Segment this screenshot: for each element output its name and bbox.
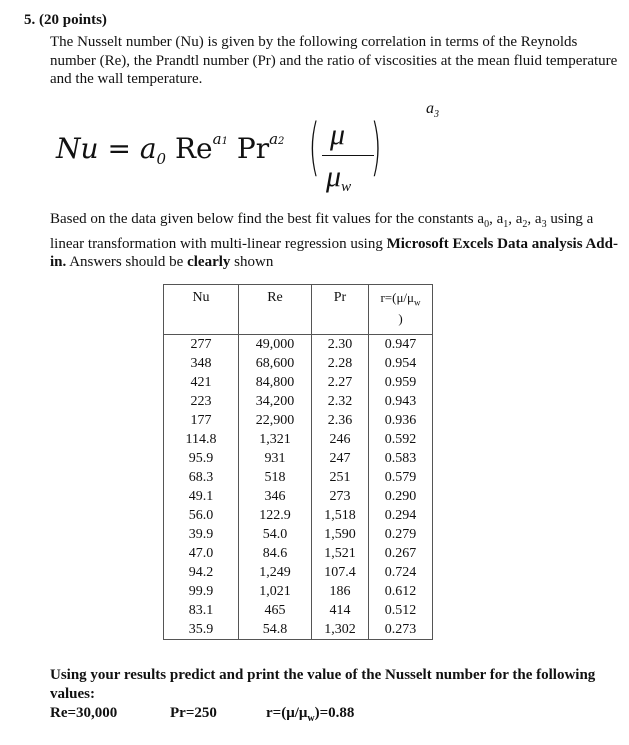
cell-r: 0.267 [369,544,433,563]
table-row [164,525,433,544]
table-row [164,487,433,506]
cell-pr: 2.36 [312,411,369,430]
header-r: $r=(\mu/\mu_w$ ) [369,285,433,335]
cell-nu: 39.9 [164,525,239,544]
cell-r: 0.954 [369,354,433,373]
cell-re: 1,321 [239,430,312,449]
re-value: Re=30,000 [50,705,118,721]
header-re: Re [239,285,312,335]
cell-r: 0.579 [369,468,433,487]
table-row [164,373,433,392]
cell-r: 0.273 [369,620,433,640]
cell-re: 84.6 [239,544,312,563]
cell-r: 0.612 [369,582,433,601]
fraction-bar [322,155,374,156]
cell-nu: 49.1 [164,487,239,506]
cell-pr: 186 [312,582,369,601]
cell-r: 0.583 [369,449,433,468]
cell-re: 84,800 [239,373,312,392]
cell-pr: 414 [312,601,369,620]
cell-pr: 107.4 [312,563,369,582]
cell-r: 0.959 [369,373,433,392]
table-row [164,449,433,468]
table-row [164,354,433,373]
table-row [164,335,433,355]
table-row [164,468,433,487]
cell-pr: 247 [312,449,369,468]
cell-pr: 2.32 [312,392,369,411]
cell-re: 1,021 [239,582,312,601]
header-nu: Nu [164,285,239,335]
r-value: $r=(\mu/\mu_w)=0.88$ [266,705,355,724]
cell-r: 0.943 [369,392,433,411]
cell-re: 34,200 [239,392,312,411]
table-body [164,335,433,640]
cell-r: 0.294 [369,506,433,525]
table-row [164,563,433,582]
cell-r: 0.936 [369,411,433,430]
cell-re: 518 [239,468,312,487]
cell-re: 54.0 [239,525,312,544]
cell-r: 0.592 [369,430,433,449]
mu-numerator: μ [330,118,346,151]
cell-nu: 223 [164,392,239,411]
cell-re: 22,900 [239,411,312,430]
cell-pr: 273 [312,487,369,506]
cell-nu: 348 [164,354,239,373]
cell-pr: 1,518 [312,506,369,525]
cell-re: 931 [239,449,312,468]
table-row [164,506,433,525]
cell-pr: 1,590 [312,525,369,544]
cell-re: 49,000 [239,335,312,355]
cell-pr: 1,302 [312,620,369,640]
viscosity-ratio [306,100,439,198]
header-pr: Pr [312,285,369,335]
left-paren: ( [308,110,320,183]
table-row [164,411,433,430]
cell-nu: 99.9 [164,582,239,601]
table-row [164,601,433,620]
cell-re: 68,600 [239,354,312,373]
data-table [163,284,433,640]
cell-nu: 177 [164,411,239,430]
cell-nu: 68.3 [164,468,239,487]
nusselt-equation [56,100,439,198]
cell-r: 0.512 [369,601,433,620]
cell-pr: 2.30 [312,335,369,355]
cell-nu: 47.0 [164,544,239,563]
table-row [164,620,433,640]
question-header: 5. (20 points) [24,12,107,28]
cell-pr: 246 [312,430,369,449]
table-row [164,430,433,449]
cell-nu: 95.9 [164,449,239,468]
cell-nu: 277 [164,335,239,355]
table-row [164,544,433,563]
task-paragraph: Based on the data given below find the best fit values for the constants $a_0$, $a_1$, $a_2$, $a_3$ using a linear transformation with multi-linear regression using Microsoft Excels Data analysis Add-in. Answers should be clearly shown [50,211,618,270]
cell-r: 0.279 [369,525,433,544]
mu-denominator: $\mu_w$ [326,160,352,195]
cell-nu: 114.8 [164,430,239,449]
cell-re: 346 [239,487,312,506]
cell-nu: 35.9 [164,620,239,640]
cell-pr: 251 [312,468,369,487]
cell-pr: 2.27 [312,373,369,392]
cell-nu: 421 [164,373,239,392]
cell-r: 0.724 [369,563,433,582]
cell-pr: 2.28 [312,354,369,373]
cell-r: 0.290 [369,487,433,506]
table-row [164,392,433,411]
pr-value: Pr=250 [170,705,217,721]
table-row [164,582,433,601]
cell-r: 0.947 [369,335,433,355]
cell-re: 54.8 [239,620,312,640]
equation-lhs: $Nu = a_0$ $Re^{a1}$ $Pr^{a2}$ [56,130,285,168]
cell-nu: 94.2 [164,563,239,582]
cell-re: 1,249 [239,563,312,582]
cell-re: 465 [239,601,312,620]
cell-pr: 1,521 [312,544,369,563]
cell-nu: 56.0 [164,506,239,525]
table-header-row [164,285,433,335]
prediction-instruction: Using your results predict and print the value of the Nusselt number for the following values: [50,667,596,702]
right-paren: ) [370,110,382,183]
cell-nu: 83.1 [164,601,239,620]
cell-re: 122.9 [239,506,312,525]
intro-paragraph: The Nusselt number (Nu) is given by the following correlation in terms of the Reynolds number (Re), the Prandtl number (Pr) and the ratio of viscosities at the mean fluid temperature and the wall temperature. [50,34,618,87]
outer-exponent: $a_3$ [426,100,439,121]
